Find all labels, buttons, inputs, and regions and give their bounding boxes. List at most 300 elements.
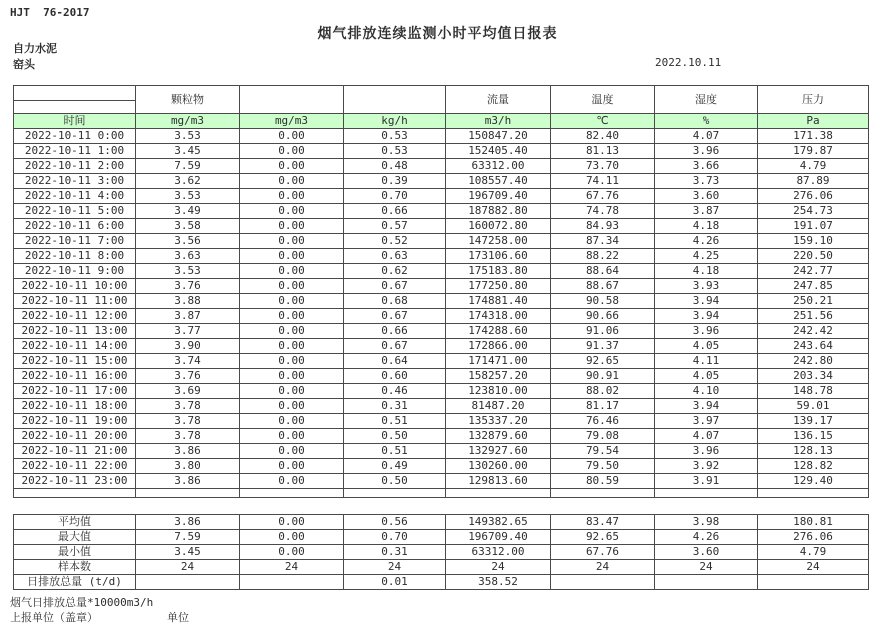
table-row <box>14 339 869 354</box>
report-date: 2022.10.11 <box>655 56 722 69</box>
value-cell: 90.58 <box>551 294 655 309</box>
time-cell: 2022-10-11 19:00 <box>14 414 136 429</box>
value-cell: 179.87 <box>758 144 869 159</box>
value-cell: 0.46 <box>344 384 446 399</box>
time-cell: 2022-10-11 1:00 <box>14 144 136 159</box>
summary-row <box>14 575 869 590</box>
value-cell: 220.50 <box>758 249 869 264</box>
summary-value-cell: 4.26 <box>655 530 758 545</box>
table-row <box>14 129 869 144</box>
time-cell: 2022-10-11 10:00 <box>14 279 136 294</box>
summary-value-cell: 83.47 <box>551 515 655 530</box>
value-cell: 139.17 <box>758 414 869 429</box>
value-cell: 0.00 <box>240 354 344 369</box>
summary-value-cell: 92.65 <box>551 530 655 545</box>
value-cell: 0.50 <box>344 429 446 444</box>
table-row <box>14 234 869 249</box>
summary-value-cell: 0.01 <box>344 575 446 590</box>
value-cell: 73.70 <box>551 159 655 174</box>
value-cell: 129.40 <box>758 474 869 489</box>
value-cell: 3.93 <box>655 279 758 294</box>
time-cell: 2022-10-11 7:00 <box>14 234 136 249</box>
table-row <box>14 219 869 234</box>
value-cell: 132927.60 <box>446 444 551 459</box>
summary-row <box>14 545 869 560</box>
time-cell: 2022-10-11 11:00 <box>14 294 136 309</box>
summary-value-cell: 0.00 <box>240 530 344 545</box>
value-cell: 160072.80 <box>446 219 551 234</box>
value-cell: 92.65 <box>551 354 655 369</box>
value-cell: 0.66 <box>344 204 446 219</box>
value-cell: 0.00 <box>240 159 344 174</box>
time-cell: 2022-10-11 9:00 <box>14 264 136 279</box>
value-cell: 3.56 <box>136 234 240 249</box>
time-cell: 2022-10-11 0:00 <box>14 129 136 144</box>
empty-cell <box>136 489 240 498</box>
column-header-particulate: 颗粒物 <box>136 86 240 114</box>
value-cell: 90.91 <box>551 369 655 384</box>
summary-label-cell: 最小值 <box>14 545 136 560</box>
value-cell: 3.53 <box>136 189 240 204</box>
value-cell: 3.69 <box>136 384 240 399</box>
time-cell: 2022-10-11 12:00 <box>14 309 136 324</box>
value-cell: 128.13 <box>758 444 869 459</box>
value-cell: 159.10 <box>758 234 869 249</box>
unit-header-mgm3-2: mg/m3 <box>240 114 344 129</box>
value-cell: 135337.20 <box>446 414 551 429</box>
summary-value-cell: 4.79 <box>758 545 869 560</box>
value-cell: 3.74 <box>136 354 240 369</box>
value-cell: 0.00 <box>240 429 344 444</box>
value-cell: 191.07 <box>758 219 869 234</box>
time-cell: 2022-10-11 2:00 <box>14 159 136 174</box>
empty-cell <box>758 489 869 498</box>
summary-value-cell: 63312.00 <box>446 545 551 560</box>
time-cell: 2022-10-11 23:00 <box>14 474 136 489</box>
value-cell: 130260.00 <box>446 459 551 474</box>
reporting-unit-label: 上报单位（盖章） <box>10 611 98 624</box>
value-cell: 132879.60 <box>446 429 551 444</box>
value-cell: 0.67 <box>344 339 446 354</box>
table-header <box>14 86 869 129</box>
summary-value-cell: 0.70 <box>344 530 446 545</box>
value-cell: 0.62 <box>344 264 446 279</box>
value-cell: 0.57 <box>344 219 446 234</box>
summary-value-cell <box>655 575 758 590</box>
value-cell: 3.94 <box>655 294 758 309</box>
table-row <box>14 159 869 174</box>
value-cell: 0.68 <box>344 294 446 309</box>
hourly-data-rows <box>14 129 869 489</box>
value-cell: 128.82 <box>758 459 869 474</box>
value-cell: 108557.40 <box>446 174 551 189</box>
value-cell: 0.00 <box>240 144 344 159</box>
value-cell: 3.96 <box>655 144 758 159</box>
total-emission-note: 烟气日排放总量*10000m3/h <box>10 596 154 609</box>
value-cell: 175183.80 <box>446 264 551 279</box>
time-cell: 2022-10-11 17:00 <box>14 384 136 399</box>
value-cell: 79.50 <box>551 459 655 474</box>
value-cell: 243.64 <box>758 339 869 354</box>
value-cell: 82.40 <box>551 129 655 144</box>
value-cell: 0.00 <box>240 339 344 354</box>
value-cell: 0.00 <box>240 474 344 489</box>
unit-header-pa: Pa <box>758 114 869 129</box>
table-row <box>14 444 869 459</box>
value-cell: 187882.80 <box>446 204 551 219</box>
value-cell: 3.58 <box>136 219 240 234</box>
value-cell: 3.87 <box>136 309 240 324</box>
value-cell: 0.64 <box>344 354 446 369</box>
value-cell: 3.63 <box>136 249 240 264</box>
value-cell: 136.15 <box>758 429 869 444</box>
column-header-pressure: 压力 <box>758 86 869 114</box>
value-cell: 88.22 <box>551 249 655 264</box>
summary-table <box>13 514 869 590</box>
value-cell: 3.66 <box>655 159 758 174</box>
value-cell: 4.10 <box>655 384 758 399</box>
value-cell: 3.94 <box>655 309 758 324</box>
summary-value-cell: 149382.65 <box>446 515 551 530</box>
value-cell: 254.73 <box>758 204 869 219</box>
summary-value-cell: 24 <box>240 560 344 575</box>
summary-label-cell: 最大值 <box>14 530 136 545</box>
value-cell: 0.67 <box>344 309 446 324</box>
page-title: 烟气排放连续监测小时平均值日报表 <box>317 26 558 42</box>
time-cell: 2022-10-11 6:00 <box>14 219 136 234</box>
value-cell: 67.76 <box>551 189 655 204</box>
value-cell: 3.86 <box>136 474 240 489</box>
value-cell: 0.00 <box>240 384 344 399</box>
value-cell: 0.63 <box>344 249 446 264</box>
summary-value-cell: 0.00 <box>240 545 344 560</box>
table-row <box>14 354 869 369</box>
value-cell: 88.64 <box>551 264 655 279</box>
value-cell: 79.54 <box>551 444 655 459</box>
value-cell: 91.37 <box>551 339 655 354</box>
value-cell: 0.00 <box>240 324 344 339</box>
time-cell: 2022-10-11 3:00 <box>14 174 136 189</box>
table-row <box>14 294 869 309</box>
summary-value-cell: 3.60 <box>655 545 758 560</box>
table-row <box>14 309 869 324</box>
value-cell: 0.00 <box>240 294 344 309</box>
summary-value-cell: 24 <box>655 560 758 575</box>
value-cell: 0.00 <box>240 444 344 459</box>
unit-header-percent: % <box>655 114 758 129</box>
value-cell: 81487.20 <box>446 399 551 414</box>
company-name: 自力水泥 <box>13 42 57 55</box>
time-cell: 2022-10-11 8:00 <box>14 249 136 264</box>
summary-value-cell: 276.06 <box>758 530 869 545</box>
value-cell: 250.21 <box>758 294 869 309</box>
unit-header-mgm3-1: mg/m3 <box>136 114 240 129</box>
value-cell: 3.53 <box>136 129 240 144</box>
summary-value-cell: 24 <box>758 560 869 575</box>
unit-header-celsius: ℃ <box>551 114 655 129</box>
value-cell: 171.38 <box>758 129 869 144</box>
value-cell: 0.00 <box>240 219 344 234</box>
summary-value-cell: 0.56 <box>344 515 446 530</box>
empty-cell <box>344 489 446 498</box>
value-cell: 0.00 <box>240 204 344 219</box>
column-header-flow: 流量 <box>446 86 551 114</box>
value-cell: 0.00 <box>240 249 344 264</box>
column-header-blank-2 <box>344 86 446 114</box>
value-cell: 242.42 <box>758 324 869 339</box>
value-cell: 3.62 <box>136 174 240 189</box>
value-cell: 88.67 <box>551 279 655 294</box>
value-cell: 251.56 <box>758 309 869 324</box>
time-column-header: 时间 <box>14 114 136 129</box>
summary-value-cell: 7.59 <box>136 530 240 545</box>
table-row <box>14 324 869 339</box>
time-header-top-cell <box>14 86 136 101</box>
time-cell: 2022-10-11 4:00 <box>14 189 136 204</box>
value-cell: 3.96 <box>655 324 758 339</box>
summary-value-cell: 24 <box>551 560 655 575</box>
value-cell: 4.07 <box>655 129 758 144</box>
table-row <box>14 144 869 159</box>
value-cell: 4.18 <box>655 219 758 234</box>
value-cell: 0.70 <box>344 189 446 204</box>
value-cell: 3.76 <box>136 279 240 294</box>
value-cell: 152405.40 <box>446 144 551 159</box>
table-row <box>14 189 869 204</box>
empty-cell <box>14 489 136 498</box>
value-cell: 3.92 <box>655 459 758 474</box>
value-cell: 0.00 <box>240 459 344 474</box>
value-cell: 174881.40 <box>446 294 551 309</box>
summary-label-cell: 样本数 <box>14 560 136 575</box>
value-cell: 150847.20 <box>446 129 551 144</box>
value-cell: 3.53 <box>136 264 240 279</box>
value-cell: 3.88 <box>136 294 240 309</box>
time-cell: 2022-10-11 14:00 <box>14 339 136 354</box>
value-cell: 3.80 <box>136 459 240 474</box>
unit-header-m3h: m3/h <box>446 114 551 129</box>
value-cell: 0.00 <box>240 399 344 414</box>
value-cell: 3.90 <box>136 339 240 354</box>
value-cell: 3.76 <box>136 369 240 384</box>
value-cell: 129813.60 <box>446 474 551 489</box>
value-cell: 0.00 <box>240 234 344 249</box>
value-cell: 3.94 <box>655 399 758 414</box>
value-cell: 81.17 <box>551 399 655 414</box>
summary-value-cell: 358.52 <box>446 575 551 590</box>
table-row <box>14 459 869 474</box>
value-cell: 4.05 <box>655 369 758 384</box>
report-tables <box>13 85 869 590</box>
summary-rows <box>14 515 869 590</box>
summary-row <box>14 530 869 545</box>
value-cell: 242.77 <box>758 264 869 279</box>
empty-trailing-row <box>14 489 869 498</box>
summary-value-cell: 196709.40 <box>446 530 551 545</box>
value-cell: 203.34 <box>758 369 869 384</box>
value-cell: 4.07 <box>655 429 758 444</box>
value-cell: 3.78 <box>136 399 240 414</box>
summary-value-cell: 24 <box>446 560 551 575</box>
summary-value-cell: 3.86 <box>136 515 240 530</box>
value-cell: 147258.00 <box>446 234 551 249</box>
value-cell: 123810.00 <box>446 384 551 399</box>
value-cell: 76.46 <box>551 414 655 429</box>
doc-standard-code: HJT 76-2017 <box>10 6 90 19</box>
value-cell: 3.78 <box>136 414 240 429</box>
value-cell: 87.34 <box>551 234 655 249</box>
summary-value-cell: 0.31 <box>344 545 446 560</box>
value-cell: 158257.20 <box>446 369 551 384</box>
value-cell: 87.89 <box>758 174 869 189</box>
table-row <box>14 384 869 399</box>
value-cell: 4.79 <box>758 159 869 174</box>
value-cell: 0.00 <box>240 189 344 204</box>
value-cell: 0.49 <box>344 459 446 474</box>
summary-value-cell: 67.76 <box>551 545 655 560</box>
empty-cell <box>446 489 551 498</box>
value-cell: 0.48 <box>344 159 446 174</box>
value-cell: 3.87 <box>655 204 758 219</box>
summary-value-cell <box>758 575 869 590</box>
summary-value-cell: 180.81 <box>758 515 869 530</box>
value-cell: 0.52 <box>344 234 446 249</box>
value-cell: 7.59 <box>136 159 240 174</box>
value-cell: 63312.00 <box>446 159 551 174</box>
value-cell: 0.39 <box>344 174 446 189</box>
table-row <box>14 414 869 429</box>
summary-value-cell <box>240 575 344 590</box>
value-cell: 0.00 <box>240 414 344 429</box>
value-cell: 172866.00 <box>446 339 551 354</box>
value-cell: 0.53 <box>344 144 446 159</box>
time-cell: 2022-10-11 15:00 <box>14 354 136 369</box>
value-cell: 4.25 <box>655 249 758 264</box>
value-cell: 74.11 <box>551 174 655 189</box>
table-row <box>14 399 869 414</box>
monitor-point-name: 窑头 <box>13 58 35 71</box>
value-cell: 0.00 <box>240 129 344 144</box>
time-cell: 2022-10-11 20:00 <box>14 429 136 444</box>
summary-value-cell: 24 <box>344 560 446 575</box>
value-cell: 171471.00 <box>446 354 551 369</box>
value-cell: 0.60 <box>344 369 446 384</box>
value-cell: 4.11 <box>655 354 758 369</box>
value-cell: 90.66 <box>551 309 655 324</box>
value-cell: 0.00 <box>240 279 344 294</box>
value-cell: 0.51 <box>344 444 446 459</box>
column-header-temperature: 温度 <box>551 86 655 114</box>
value-cell: 0.00 <box>240 264 344 279</box>
value-cell: 59.01 <box>758 399 869 414</box>
table-gap <box>13 498 869 514</box>
summary-value-cell: 3.98 <box>655 515 758 530</box>
value-cell: 3.73 <box>655 174 758 189</box>
time-header-bottom-cell <box>14 101 136 114</box>
time-cell: 2022-10-11 21:00 <box>14 444 136 459</box>
value-cell: 3.49 <box>136 204 240 219</box>
column-header-blank-1 <box>240 86 344 114</box>
hourly-table <box>13 85 869 498</box>
table-row <box>14 369 869 384</box>
value-cell: 4.18 <box>655 264 758 279</box>
value-cell: 74.78 <box>551 204 655 219</box>
value-cell: 4.05 <box>655 339 758 354</box>
value-cell: 247.85 <box>758 279 869 294</box>
value-cell: 84.93 <box>551 219 655 234</box>
column-header-humidity: 湿度 <box>655 86 758 114</box>
value-cell: 0.00 <box>240 369 344 384</box>
value-cell: 4.26 <box>655 234 758 249</box>
value-cell: 0.67 <box>344 279 446 294</box>
time-cell: 2022-10-11 16:00 <box>14 369 136 384</box>
value-cell: 174288.60 <box>446 324 551 339</box>
value-cell: 196709.40 <box>446 189 551 204</box>
summary-label-cell: 日排放总量 (t/d) <box>14 575 136 590</box>
summary-value-cell <box>136 575 240 590</box>
value-cell: 0.53 <box>344 129 446 144</box>
summary-value-cell: 24 <box>136 560 240 575</box>
value-cell: 0.50 <box>344 474 446 489</box>
empty-cell <box>551 489 655 498</box>
unit-header-row <box>14 114 869 129</box>
value-cell: 177250.80 <box>446 279 551 294</box>
value-cell: 3.86 <box>136 444 240 459</box>
empty-cell <box>655 489 758 498</box>
value-cell: 3.78 <box>136 429 240 444</box>
value-cell: 276.06 <box>758 189 869 204</box>
summary-label-cell: 平均值 <box>14 515 136 530</box>
table-row <box>14 204 869 219</box>
value-cell: 174318.00 <box>446 309 551 324</box>
value-cell: 0.00 <box>240 174 344 189</box>
summary-value-cell: 0.00 <box>240 515 344 530</box>
value-cell: 80.59 <box>551 474 655 489</box>
value-cell: 242.80 <box>758 354 869 369</box>
value-cell: 3.97 <box>655 414 758 429</box>
summary-value-cell: 3.45 <box>136 545 240 560</box>
value-cell: 81.13 <box>551 144 655 159</box>
value-cell: 3.77 <box>136 324 240 339</box>
value-cell: 3.60 <box>655 189 758 204</box>
summary-value-cell <box>551 575 655 590</box>
table-row <box>14 474 869 489</box>
unit-label: 单位 <box>167 611 189 624</box>
value-cell: 79.08 <box>551 429 655 444</box>
unit-header-kgh: kg/h <box>344 114 446 129</box>
table-row <box>14 429 869 444</box>
value-cell: 91.06 <box>551 324 655 339</box>
empty-cell <box>240 489 344 498</box>
table-row <box>14 174 869 189</box>
time-cell: 2022-10-11 13:00 <box>14 324 136 339</box>
table-row <box>14 279 869 294</box>
summary-row <box>14 515 869 530</box>
time-cell: 2022-10-11 22:00 <box>14 459 136 474</box>
value-cell: 3.96 <box>655 444 758 459</box>
value-cell: 148.78 <box>758 384 869 399</box>
summary-row <box>14 560 869 575</box>
value-cell: 0.51 <box>344 414 446 429</box>
value-cell: 173106.60 <box>446 249 551 264</box>
table-row <box>14 249 869 264</box>
time-cell: 2022-10-11 18:00 <box>14 399 136 414</box>
value-cell: 88.02 <box>551 384 655 399</box>
value-cell: 0.00 <box>240 309 344 324</box>
value-cell: 0.66 <box>344 324 446 339</box>
time-cell: 2022-10-11 5:00 <box>14 204 136 219</box>
value-cell: 0.31 <box>344 399 446 414</box>
